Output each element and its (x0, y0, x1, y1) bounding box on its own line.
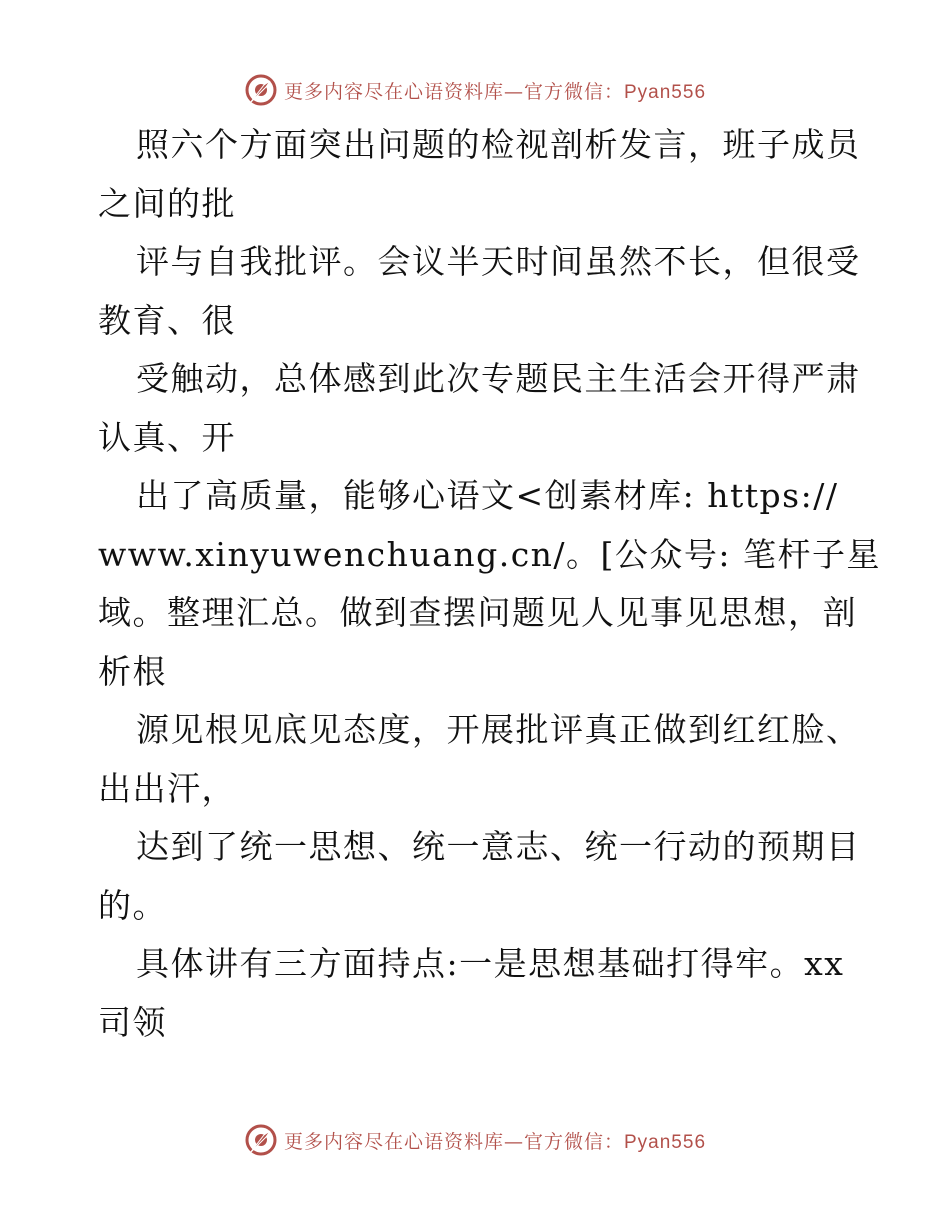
text-line: 司领 (98, 1002, 167, 1042)
header-banner (0, 70, 950, 110)
pen-nib-logo-icon (244, 73, 278, 107)
text-line: 出出汗， (98, 768, 236, 808)
footer-banner-label: 更多内容尽在心语资料库—官方微信： (283, 1130, 624, 1153)
text-line: 域。整理汇总。做到查摆问题见人见事见思想，剖 (98, 593, 857, 632)
footer-banner (0, 1120, 950, 1160)
text-line: 认真、开 (98, 417, 236, 457)
footer-banner-text (284, 1127, 706, 1154)
text-line: 评与自我批评。会议半天时间虽然不长，但很受 (136, 242, 861, 281)
document-body (98, 116, 882, 1052)
pen-nib-logo-icon (244, 1123, 278, 1157)
text-line: 析根 (98, 651, 167, 691)
header-banner-handle: Pyan556 (624, 81, 707, 103)
text-line: 源见根见底见态度，开展批评真正做到红红脸、 (136, 710, 861, 749)
text-line: 受触动，总体感到此次专题民主生活会开得严肃 (136, 359, 861, 398)
text-line: 出了高质量，能够心语文<创素材库: https:// (136, 476, 839, 515)
text-line: 照六个方面突出问题的检视剖析发言，班子成员 (136, 125, 861, 164)
header-banner-text (284, 77, 706, 104)
text-line: 具体讲有三方面持点:一是思想基础打得牢。xx (136, 944, 845, 983)
text-line: 的。 (98, 885, 167, 925)
text-line: www.xinyuwenchuang.cn/。[公众号: 笔杆子星 (98, 534, 882, 574)
footer-banner-handle: Pyan556 (624, 1131, 707, 1153)
text-line: 之间的批 (98, 183, 236, 223)
header-banner-label: 更多内容尽在心语资料库—官方微信： (283, 80, 624, 103)
text-line: 达到了统一思想、统一意志、统一行动的预期目 (136, 827, 861, 866)
text-line: 教育、很 (98, 300, 236, 340)
